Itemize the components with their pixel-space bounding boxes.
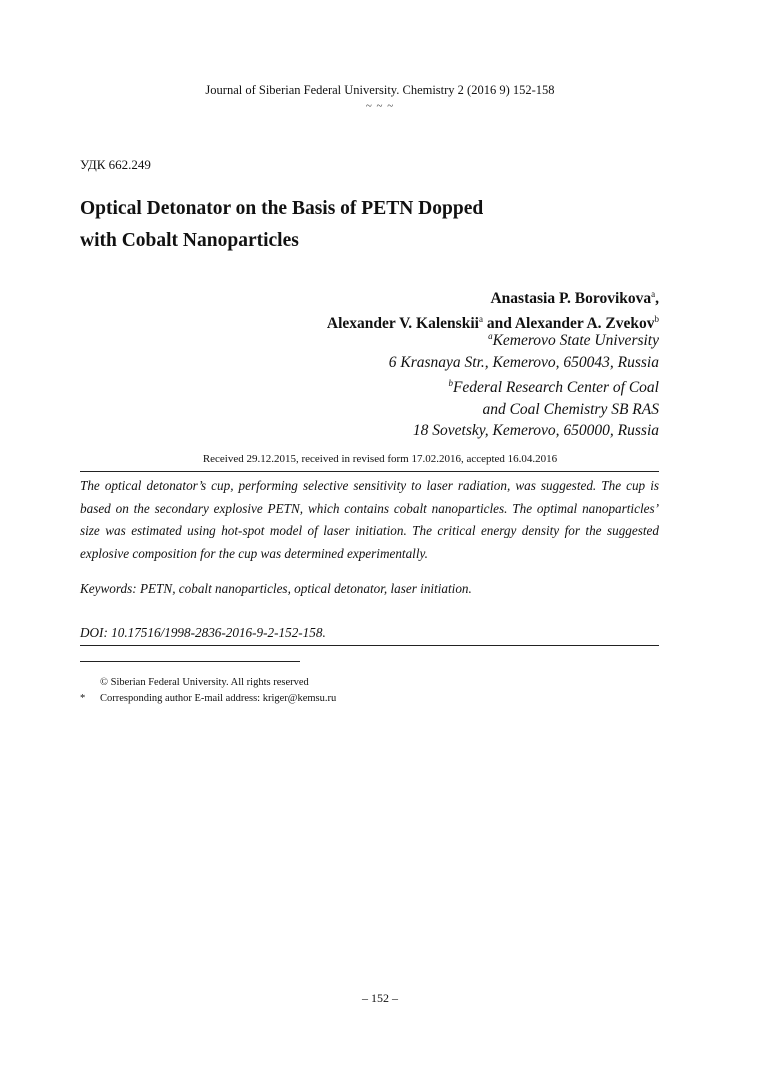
author-line-1 bbox=[327, 284, 659, 309]
page-number: – 152 – bbox=[362, 991, 398, 1005]
author-separator: , bbox=[655, 290, 659, 308]
received-dates: Received 29.12.2015, received in revised form 17.02.2016, accepted 16.04.2016 bbox=[202, 453, 558, 465]
author-2-name: Alexander V. Kalenskii bbox=[326, 315, 479, 333]
abstract-top-rule bbox=[80, 471, 659, 472]
footnote-rule bbox=[80, 661, 300, 662]
abstract-bottom-rule bbox=[80, 645, 659, 646]
paper-title bbox=[80, 193, 640, 257]
udk-code: УДК 662.249 bbox=[80, 157, 151, 172]
affiliation-a-mark: a bbox=[488, 331, 493, 341]
author-3-name: and Alexander A. Zvekov bbox=[482, 315, 655, 333]
header-separator: ~ ~ ~ bbox=[365, 100, 395, 112]
copyright-text: © Siberian Federal University. All rights reserved bbox=[100, 677, 309, 688]
affiliation-b-mark: b bbox=[448, 378, 453, 389]
abstract-text: The optical detonator’s cup, performing selective sensitivity to laser radiation, was suggested. The cup is based on the secondary explosive PETN, which contains cobalt nanoparticles. The optimal nanoparticles’ size was estimated using hot-spot model of laser initiation. The critical energy density for the suggested explosive composition for the cup was determined experimentally. bbox=[80, 478, 659, 561]
doi: DOI: 10.17516/1998-2836-2016-9-2-152-158. bbox=[80, 625, 326, 640]
affiliation-b-name-cont: and Coal Chemistry SB RAS bbox=[482, 400, 659, 418]
affiliation-b-name bbox=[389, 373, 659, 399]
footnote-corresponding bbox=[80, 691, 336, 707]
author-3-affil-mark: b bbox=[654, 314, 659, 325]
footnote-copyright bbox=[80, 675, 309, 691]
author-2-affil-mark: a bbox=[478, 314, 483, 325]
affiliation-a-name bbox=[389, 326, 659, 352]
affiliation-b-address: 18 Sovetsky, Kemerovo, 650000, Russia bbox=[412, 422, 659, 440]
affiliations bbox=[389, 326, 659, 442]
title-line-1: Optical Detonator on the Basis of PETN Dopped bbox=[80, 198, 484, 219]
affiliation-a-address: 6 Krasnaya Str., Kemerovo, 650043, Russia bbox=[388, 353, 659, 371]
keywords: Keywords: PETN, cobalt nanoparticles, optical detonator, laser initiation. bbox=[80, 581, 472, 596]
footnote-star: * bbox=[80, 693, 86, 704]
title-line-2: with Cobalt Nanoparticles bbox=[80, 230, 299, 251]
corresponding-text: Corresponding author E-mail address: kriger@kemsu.ru bbox=[100, 693, 337, 704]
author-1-name: Anastasia P. Borovikova bbox=[490, 290, 652, 308]
journal-header: Journal of Siberian Federal University. Chemistry 2 (2016 9) 152-158 bbox=[205, 83, 555, 97]
affiliation-a-label: Kemerovo State University bbox=[492, 332, 659, 350]
author-1-affil-mark: a bbox=[651, 289, 656, 299]
affiliation-b-label: Federal Research Center of Coal bbox=[452, 379, 659, 397]
